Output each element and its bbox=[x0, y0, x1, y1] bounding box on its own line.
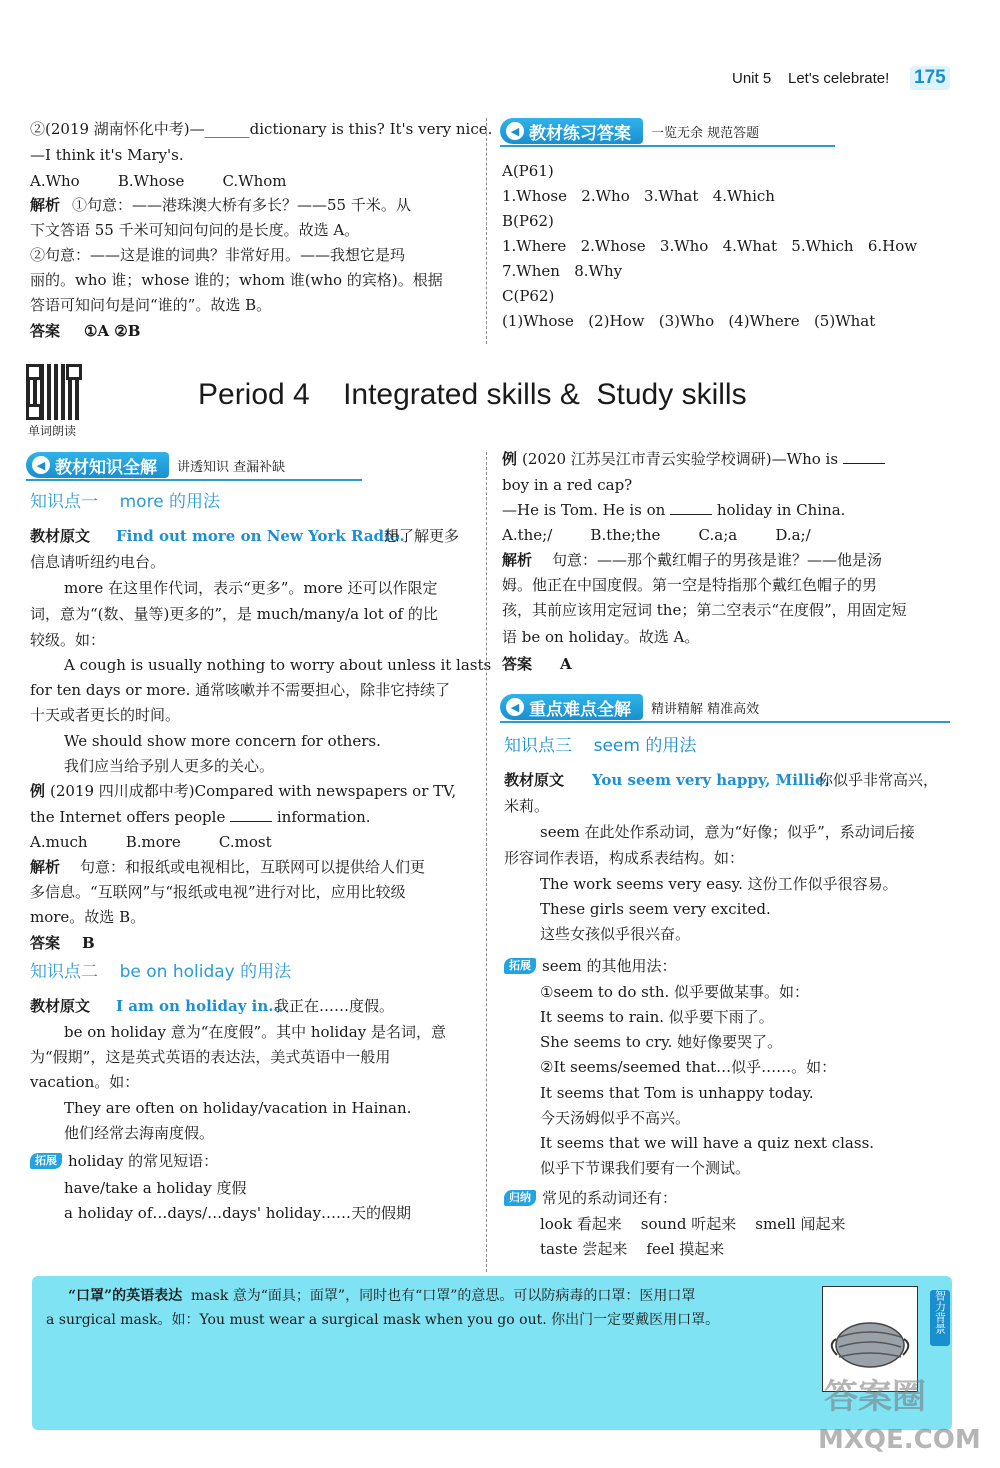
kp2-title: 知识点二 be on holiday 的用法 bbox=[30, 962, 292, 982]
text-line: 为“假期”，这是英式英语的表达法，美式英语中一般用 bbox=[30, 1048, 391, 1066]
text-line: A.Who B.Whose C.Whom bbox=[30, 172, 287, 190]
column-divider bbox=[486, 118, 487, 344]
banner-subtitle: 一览无余 规范答题 bbox=[651, 125, 760, 141]
banner-subtitle: 讲透知识 查漏补缺 bbox=[177, 459, 286, 475]
answer-line: 1.Whose 2.Who 3.What 4.Which bbox=[502, 187, 775, 205]
banner-rule bbox=[500, 145, 835, 147]
answer-value: B bbox=[82, 934, 95, 952]
footer-line: “口罩”的英语表达 mask 意为“面具；面罩”，同时也有“口罩”的意思。可以防病毒的口罩：医用口罩 bbox=[68, 1288, 696, 1304]
source-label: 教材原文 bbox=[30, 997, 91, 1015]
text-line: ②句意：——这是谁的词典？非常好用。——我想它是玛 bbox=[30, 246, 406, 264]
text-line: 丽的。who 谁；whose 谁的；whom 谁(who 的宾格)。根据 bbox=[30, 271, 443, 289]
text-line: It seems to rain. 似乎要下雨了。 bbox=[540, 1008, 774, 1026]
text-line: 下文答语 55 千米可知问句问的是长度。故选 A。 bbox=[30, 221, 360, 239]
tuozhan-line: 拓展 seem 的其他用法： bbox=[504, 957, 676, 976]
text-line: 多信息。“互联网”与“报纸或电视”进行对比，应用比较级 bbox=[30, 883, 406, 901]
text-line: They are often on holiday/vacation in Hainan. bbox=[64, 1099, 412, 1117]
kp2-source-cn: 我正在……度假。 bbox=[274, 997, 395, 1015]
text-line: ①seem to do sth. 似乎要做某事。如： bbox=[540, 983, 810, 1001]
example-label: 例 bbox=[30, 782, 46, 800]
text-line: ②(2019 湖南怀化中考)—______dictionary is this? It's very nice. bbox=[30, 120, 493, 138]
text-line: more。故选 B。 bbox=[30, 908, 146, 926]
text-line: It seems that we will have a quiz next class. bbox=[540, 1134, 875, 1152]
text-line: 答语可知问句是问“谁的”。故选 B。 bbox=[30, 296, 272, 314]
example-question: the Internet offers people information. bbox=[30, 808, 371, 826]
page-number: 175 bbox=[910, 66, 950, 90]
text-line: for ten days or more. 通常咳嗽并不需要担心，除非它持续了 bbox=[30, 681, 451, 699]
text-line: 句意：和报纸或电视相比，互联网可以提供给人们更 bbox=[80, 858, 426, 876]
tuozhan-tag: 拓展 bbox=[504, 958, 536, 974]
blank-line bbox=[843, 462, 885, 464]
column-divider bbox=[486, 452, 487, 1272]
answer-value: A bbox=[560, 655, 572, 673]
text-line: 词，意为“(数、量等)更多的”，是 much/many/a lot of 的比 bbox=[30, 605, 438, 623]
key-points-banner: ◀ 重点难点全解 精讲精解 精准高效 bbox=[500, 694, 759, 720]
text-line: 这些女孩似乎很兴奋。 bbox=[540, 925, 691, 943]
answer-line: C(P62) bbox=[502, 287, 555, 305]
text-line: 形容词作表语，构成系表结构。如： bbox=[504, 849, 745, 867]
text-line: 米莉。 bbox=[504, 797, 550, 815]
text-line: —I think it's Mary's. bbox=[30, 146, 184, 164]
text-line: 较级。如： bbox=[30, 631, 106, 649]
text-line: 今天汤姆似乎不高兴。 bbox=[540, 1109, 691, 1127]
period-title: Period 4 Integrated skills & Study skills bbox=[198, 378, 747, 411]
text-line: She seems to cry. 她好像要哭了。 bbox=[540, 1033, 783, 1051]
text-line: ②It seems/seemed that…似乎……。如： bbox=[540, 1058, 837, 1076]
text-line: 信息请听纽约电台。 bbox=[30, 553, 166, 571]
text-line: It seems that Tom is unhappy today. bbox=[540, 1084, 814, 1102]
answer-label: 答案 bbox=[502, 655, 533, 673]
banner-rule bbox=[500, 721, 950, 723]
text-line: ①句意：——港珠澳大桥有多长？——55 千米。从 bbox=[72, 196, 411, 214]
text-line: These girls seem very excited. bbox=[540, 900, 771, 918]
tuozhan-line: 拓展 holiday 的常见短语： bbox=[30, 1152, 218, 1171]
qr-label: 单词朗读 bbox=[28, 424, 77, 438]
example-label: 例 bbox=[502, 450, 518, 468]
kp3-title: 知识点三 seem 的用法 bbox=[504, 736, 697, 756]
text-line: vacation。如： bbox=[30, 1073, 140, 1091]
text-line: have/take a holiday 度假 bbox=[64, 1179, 247, 1197]
speaker-icon: ◀ bbox=[506, 698, 524, 716]
text-line: 姆。他正在中国度假。第一空是特指那个戴红色帽子的男 bbox=[502, 576, 878, 594]
text-line: seem 在此处作系动词，意为“好像；似乎”，系动词后接 bbox=[540, 823, 915, 841]
example-question: —He is Tom. He is on holiday in China. bbox=[502, 501, 846, 519]
guina-tag: 归纳 bbox=[504, 1190, 536, 1206]
banner-rule bbox=[26, 479, 362, 481]
answer-line: 7.When 8.Why bbox=[502, 262, 623, 280]
blank-line bbox=[670, 513, 712, 515]
answer-line: A(P61) bbox=[502, 162, 554, 180]
text-line: We should show more concern for others. bbox=[64, 732, 381, 750]
kp1-source-cn: 想了解更多 bbox=[384, 527, 460, 545]
kp2-source-en: I am on holiday in… bbox=[116, 997, 284, 1015]
blank-line bbox=[230, 820, 272, 822]
footer-title: “口罩”的英语表达 bbox=[68, 1288, 183, 1304]
answer-line: (1)Whose (2)How (3)Who (4)Where (5)What bbox=[502, 312, 876, 330]
kp3-source-cn: 你似乎非常高兴， bbox=[818, 771, 939, 789]
answers-banner: ◀ 教材练习答案 一览无余 规范答题 bbox=[500, 118, 759, 144]
example-options: A.much B.more C.most bbox=[30, 833, 272, 851]
speaker-icon: ◀ bbox=[32, 456, 50, 474]
example-question: (2020 江苏吴江市青云实验学校调研)—Who is bbox=[522, 450, 885, 469]
answer-value: ①A ②B bbox=[84, 322, 141, 340]
text-line: A cough is usually nothing to worry about unless it lasts bbox=[64, 656, 492, 674]
watermark-url: MXQE.COM bbox=[818, 1425, 981, 1455]
example-options: A.the;/ B.the;the C.a;a D.a;/ bbox=[502, 526, 811, 544]
unit-title: Let's celebrate! bbox=[788, 70, 890, 87]
guina-line: 归纳 常见的系动词还有： bbox=[504, 1189, 677, 1208]
speaker-icon: ◀ bbox=[506, 122, 524, 140]
jiexi-label: 解析 bbox=[30, 858, 61, 876]
tuozhan-tag: 拓展 bbox=[30, 1153, 62, 1169]
text-line: 孩，其前应该用定冠词 the；第二空表示“在度假”，用固定短 bbox=[502, 601, 907, 619]
unit-label: Unit 5 bbox=[732, 70, 772, 87]
text-line: 我们应当给予别人更多的关心。 bbox=[64, 757, 275, 775]
text-line: 似乎下节课我们要有一个测试。 bbox=[540, 1159, 751, 1177]
answer-label: 答案 bbox=[30, 934, 61, 952]
banner-subtitle: 精讲精解 精准高效 bbox=[651, 701, 760, 717]
page-header bbox=[700, 66, 980, 94]
text-line: be on holiday 意为“在度假”。其中 holiday 是名词，意 bbox=[64, 1023, 446, 1041]
source-label: 教材原文 bbox=[30, 527, 91, 545]
text-line: taste 尝起来 feel 摸起来 bbox=[540, 1240, 725, 1258]
kp1-source-en: Find out more on New York Radio. bbox=[116, 527, 405, 545]
kp1-title: 知识点一 more 的用法 bbox=[30, 492, 221, 512]
answer-line: 1.Where 2.Whose 3.Who 4.What 5.Which 6.How bbox=[502, 237, 918, 255]
footer-box bbox=[32, 1276, 952, 1430]
watermark-logo: 答案圈 bbox=[824, 1377, 926, 1417]
text-line: 十天或者更长的时间。 bbox=[30, 706, 181, 724]
source-label: 教材原文 bbox=[504, 771, 565, 789]
side-tag: 智力背景 bbox=[930, 1290, 950, 1346]
example-question: (2019 四川成都中考)Compared with newspapers or TV, bbox=[50, 782, 457, 800]
text-line: look 看起来 sound 听起来 smell 闻起来 bbox=[540, 1215, 846, 1233]
footer-line: a surgical mask。如：You must wear a surgical mask when you go out. 你出门一定要戴医用口罩。 bbox=[46, 1312, 720, 1328]
jiexi-label: 解析 bbox=[502, 551, 533, 569]
kp3-source-en: You seem very happy, Millie. bbox=[592, 771, 830, 789]
text-line: a holiday of…days/…days' holiday……天的假期 bbox=[64, 1204, 412, 1222]
text-line: 句意：——那个戴红帽子的男孩是谁？——他是汤 bbox=[552, 551, 883, 569]
text-line: 他们经常去海南度假。 bbox=[64, 1124, 215, 1142]
answer-label: 答案 bbox=[30, 322, 61, 340]
text-line: more 在这里作代词，表示“更多”。more 还可以作限定 bbox=[64, 579, 438, 597]
answer-line: B(P62) bbox=[502, 212, 554, 230]
jiexi-label: 解析 bbox=[30, 196, 61, 214]
text-line: The work seems very easy. 这份工作似乎很容易。 bbox=[540, 875, 898, 893]
knowledge-banner: ◀ 教材知识全解 讲透知识 查漏补缺 bbox=[26, 452, 285, 478]
example-question: boy in a red cap? bbox=[502, 476, 633, 494]
text-line: 语 be on holiday。故选 A。 bbox=[502, 628, 700, 646]
qr-code[interactable] bbox=[26, 364, 82, 420]
